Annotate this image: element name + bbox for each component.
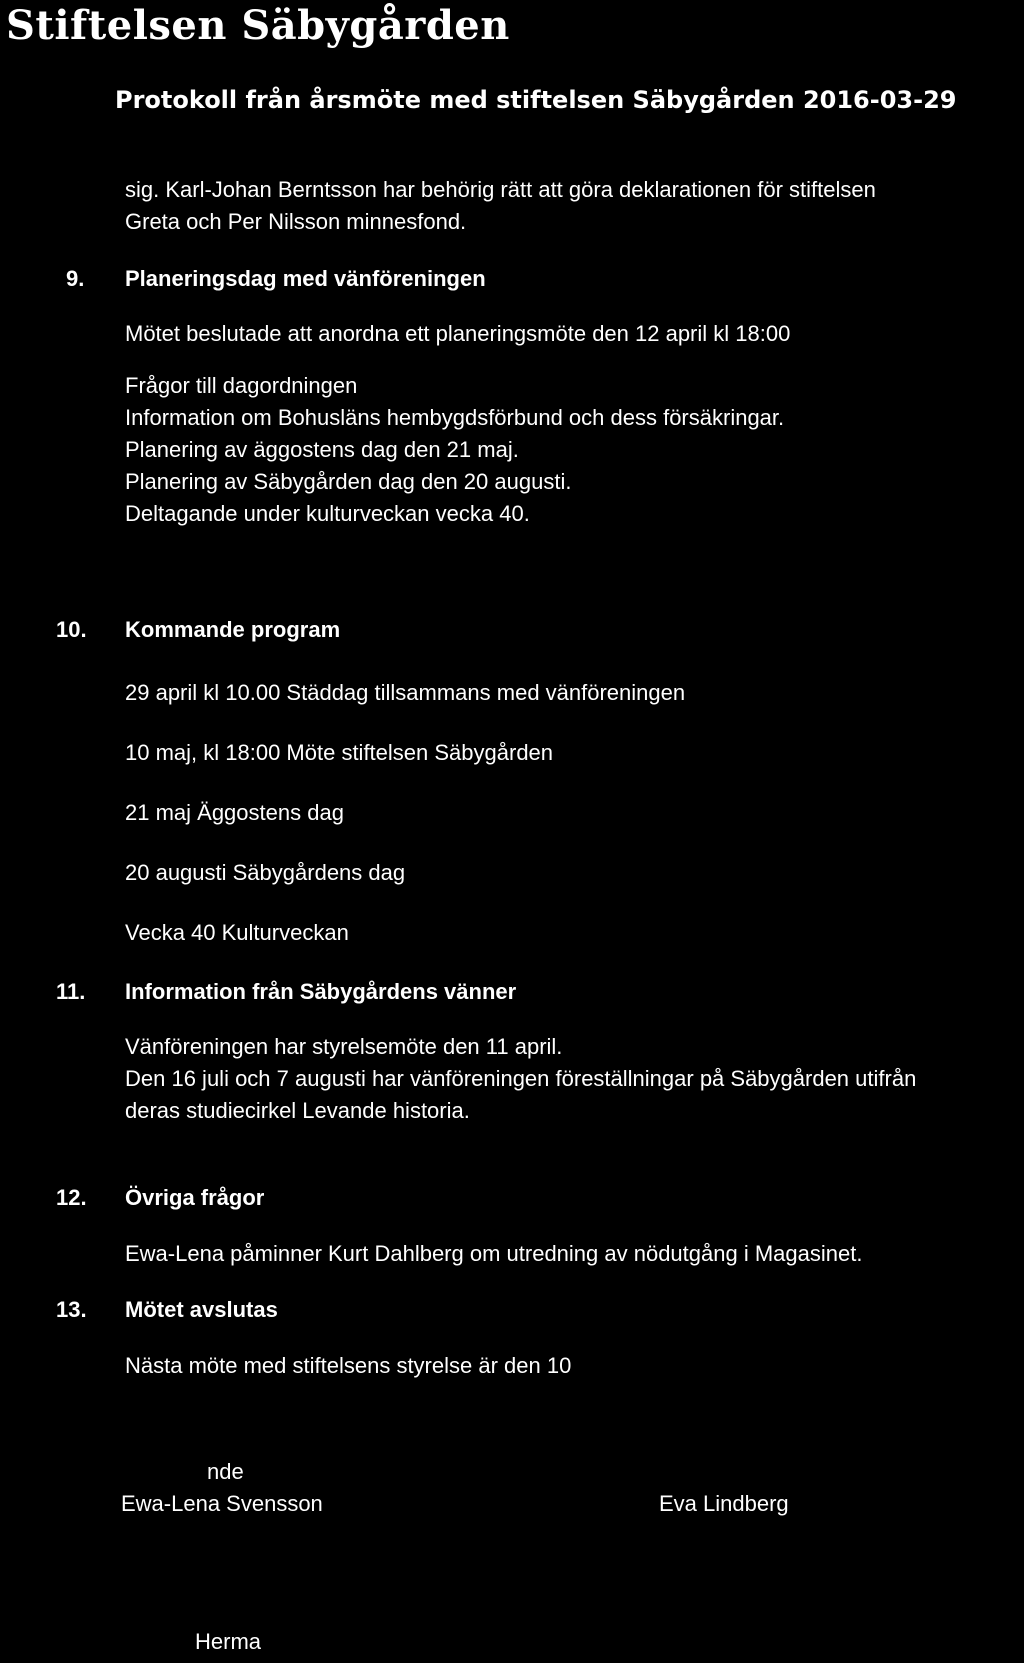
section-12-heading: Övriga frågor [125,1185,265,1210]
intro-line-2: Greta och Per Nilsson minnesfond. [125,209,467,234]
intro-line-1: sig. Karl-Johan Berntsson har behörig rätt att göra deklarationen för stiftelsen [125,177,876,202]
section-10-number: 10. [56,617,87,642]
program-item: 10 maj, kl 18:00 Möte stiftelsen Säbygården [125,740,554,765]
section-11-number: 11. [56,979,86,1004]
signature-bottom-fragment: Herma [195,1629,262,1654]
section-11-line: Den 16 juli och 7 augusti har vänföreningen föreställningar på Säbygården utifrån [125,1066,917,1091]
section-11-heading: Information från Säbygårdens vänner [125,979,517,1004]
section-11-line: deras studiecirkel Levande historia. [125,1098,470,1123]
section-13-number: 13. [56,1297,87,1322]
section-9-number: 9. [66,266,85,291]
section-11-line: Vänföreningen har styrelsemöte den 11 april. [125,1034,563,1059]
section-9-item: Frågor till dagordningen [125,373,358,398]
program-item: 20 augusti Säbygårdens dag [125,860,406,885]
program-item: 29 april kl 10.00 Städdag tillsammans med vänföreningen [125,680,686,705]
logo-text: Stiftelsen Säbygården [6,2,510,49]
page-title: Protokoll från årsmöte med stiftelsen Säbygården 2016-03-29 [115,86,957,114]
section-9-decision: Mötet beslutade att anordna ett planeringsmöte den 12 april kl 18:00 [125,321,791,346]
section-12-line: Ewa-Lena påminner Kurt Dahlberg om utredning av nödutgång i Magasinet. [125,1241,863,1266]
section-9-item: Planering av äggostens dag den 21 maj. [125,437,519,462]
section-9-item: Planering av Säbygården dag den 20 augusti. [125,469,572,494]
section-13-heading: Mötet avslutas [125,1297,278,1322]
signature-left-name: Ewa-Lena Svensson [121,1491,323,1516]
program-item: Vecka 40 Kulturveckan [125,920,349,945]
section-13-line: Nästa möte med stiftelsens styrelse är den 10 [125,1353,572,1378]
program-item: 21 maj Äggostens dag [125,800,344,825]
section-10-heading: Kommande program [125,617,341,642]
signature-right-name: Eva Lindberg [659,1491,789,1516]
section-9-item: Information om Bohusläns hembygdsförbund och dess försäkringar. [125,405,785,430]
section-12-number: 12. [56,1185,87,1210]
section-9-heading: Planeringsdag med vänföreningen [125,266,486,291]
signature-role-fragment: nde [207,1459,244,1484]
section-9-item: Deltagande under kulturveckan vecka 40. [125,501,530,526]
